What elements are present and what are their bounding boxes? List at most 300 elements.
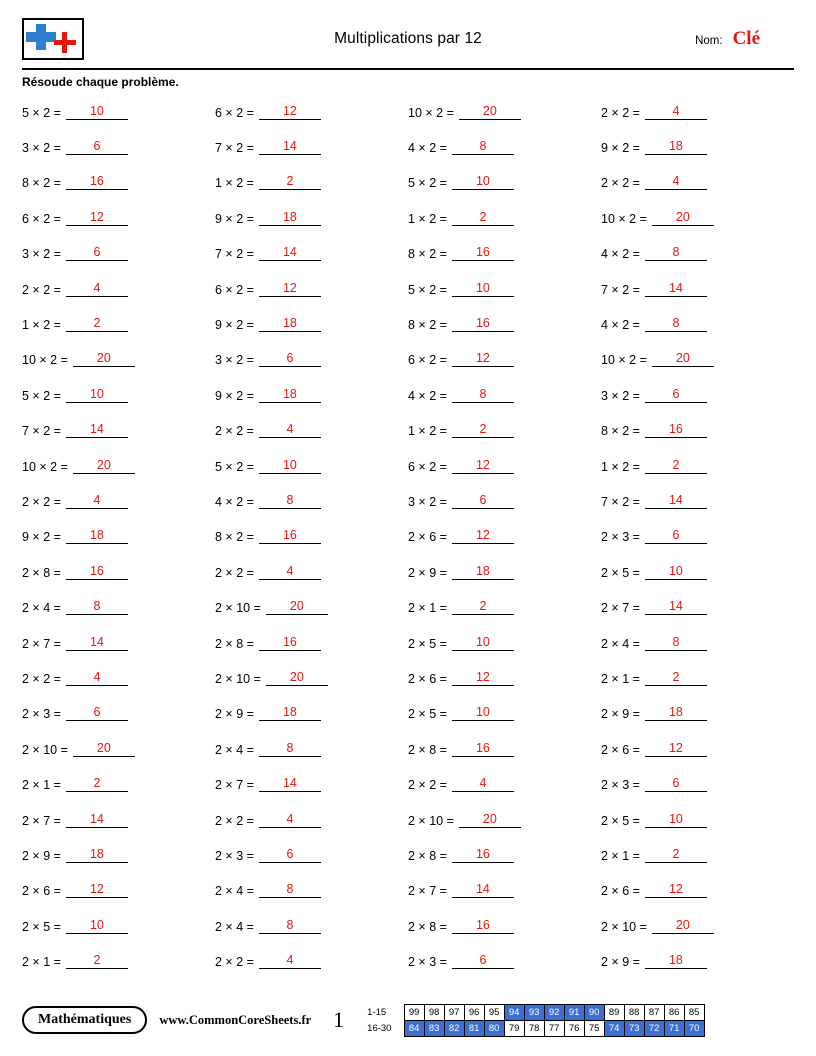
problem-item <box>215 626 408 661</box>
problem-expression: 9 × 2 = <box>215 318 254 333</box>
problem-expression: 2 × 3 = <box>601 530 640 545</box>
answer-blank[interactable] <box>66 316 128 332</box>
problem-expression: 2 × 2 = <box>215 955 254 970</box>
answer-blank[interactable] <box>452 882 514 898</box>
answer-blank[interactable] <box>645 528 707 544</box>
problem-expression: 4 × 2 = <box>408 141 447 156</box>
answer-blank[interactable] <box>452 847 514 863</box>
answer-blank[interactable] <box>452 458 514 474</box>
answer-blank[interactable] <box>452 635 514 651</box>
answer-blank[interactable] <box>259 776 321 792</box>
score-scale-cell: 81 <box>464 1020 484 1036</box>
problem-expression: 3 × 2 = <box>22 247 61 262</box>
answer-blank[interactable] <box>452 776 514 792</box>
problem-item <box>408 130 601 165</box>
problem-item <box>22 909 215 944</box>
answer-value: 2 <box>672 669 680 684</box>
answer-blank[interactable] <box>66 139 128 155</box>
answer-value: 12 <box>475 351 490 366</box>
problem-item <box>601 732 794 767</box>
answer-blank[interactable] <box>259 741 321 757</box>
problem-item <box>601 874 794 909</box>
answer-value: 2 <box>672 457 680 472</box>
problem-item <box>22 838 215 873</box>
problem-expression: 9 × 2 = <box>22 530 61 545</box>
answer-blank[interactable] <box>645 953 707 969</box>
answer-value: 18 <box>89 846 104 861</box>
problem-item <box>215 130 408 165</box>
answer-value: 18 <box>282 705 297 720</box>
answer-blank[interactable] <box>66 564 128 580</box>
answer-blank[interactable] <box>645 316 707 332</box>
answer-value: 20 <box>675 209 690 224</box>
problem-expression: 3 × 2 = <box>408 494 447 509</box>
answer-blank[interactable] <box>459 104 521 120</box>
problem-item <box>408 590 601 625</box>
answer-value: 20 <box>96 457 111 472</box>
answer-value: 4 <box>286 811 294 826</box>
answer-blank[interactable] <box>645 599 707 615</box>
answer-value: 4 <box>286 563 294 578</box>
problem-expression: 2 × 6 = <box>408 530 447 545</box>
answer-blank[interactable] <box>645 458 707 474</box>
problem-item <box>408 378 601 413</box>
answer-blank[interactable] <box>452 351 514 367</box>
problem-item <box>408 449 601 484</box>
answer-blank[interactable] <box>66 635 128 651</box>
answer-blank[interactable] <box>645 635 707 651</box>
answer-blank[interactable] <box>66 210 128 226</box>
answer-blank[interactable] <box>645 174 707 190</box>
answer-value: 10 <box>89 103 104 118</box>
problem-item <box>408 697 601 732</box>
problem-item <box>601 484 794 519</box>
answer-blank[interactable] <box>259 104 321 120</box>
answer-blank[interactable] <box>452 281 514 297</box>
problem-expression: 4 × 2 = <box>215 494 254 509</box>
answer-blank[interactable] <box>452 139 514 155</box>
answer-blank[interactable] <box>259 245 321 261</box>
answer-blank[interactable] <box>259 139 321 155</box>
score-scale-row-label: 1-15 <box>367 1006 387 1018</box>
problem-item <box>215 944 408 979</box>
problem-item <box>22 307 215 342</box>
problem-expression: 2 × 5 = <box>408 636 447 651</box>
answer-blank[interactable] <box>645 776 707 792</box>
problem-item <box>22 944 215 979</box>
answer-value: 14 <box>668 280 683 295</box>
answer-blank[interactable] <box>66 281 128 297</box>
answer-value: 20 <box>675 351 690 366</box>
answer-value: 18 <box>668 139 683 154</box>
score-scale-cell: 79 <box>504 1020 524 1036</box>
answer-value: 6 <box>479 953 487 968</box>
answer-blank[interactable] <box>645 564 707 580</box>
answer-value: 2 <box>93 776 101 791</box>
answer-value: 10 <box>89 386 104 401</box>
answer-blank[interactable] <box>66 422 128 438</box>
answer-value: 16 <box>668 422 683 437</box>
answer-value: 8 <box>286 917 294 932</box>
problem-item <box>408 555 601 590</box>
problem-expression: 9 × 2 = <box>215 388 254 403</box>
answer-blank[interactable] <box>652 351 714 367</box>
logo <box>22 18 84 60</box>
problem-item <box>215 803 408 838</box>
page-title: Multiplications par 12 <box>334 30 482 47</box>
problem-item <box>215 874 408 909</box>
answer-value: 10 <box>475 705 490 720</box>
answer-value: 10 <box>282 457 297 472</box>
answer-blank[interactable] <box>259 847 321 863</box>
answer-blank[interactable] <box>452 528 514 544</box>
answer-value: 4 <box>93 280 101 295</box>
score-scale-cell: 98 <box>424 1004 444 1020</box>
score-scale-cell: 70 <box>684 1020 704 1036</box>
problem-expression: 10 × 2 = <box>408 105 454 120</box>
answer-blank[interactable] <box>66 705 128 721</box>
answer-value: 12 <box>668 882 683 897</box>
problem-expression: 2 × 4 = <box>215 742 254 757</box>
problem-item <box>601 626 794 661</box>
answer-blank[interactable] <box>66 812 128 828</box>
problem-item <box>22 130 215 165</box>
answer-value: 2 <box>286 174 294 189</box>
problem-item <box>601 520 794 555</box>
answer-blank[interactable] <box>66 528 128 544</box>
problem-item <box>215 237 408 272</box>
answer-value: 2 <box>479 599 487 614</box>
problem-item <box>408 909 601 944</box>
problem-item <box>601 767 794 802</box>
problem-item <box>215 520 408 555</box>
problem-item <box>601 944 794 979</box>
answer-blank[interactable] <box>645 670 707 686</box>
problem-expression: 5 × 2 = <box>22 388 61 403</box>
score-scale-cell: 99 <box>404 1004 424 1020</box>
answer-value: 14 <box>668 599 683 614</box>
answer-blank[interactable] <box>73 458 135 474</box>
problem-expression: 10 × 2 = <box>22 353 68 368</box>
answer-blank[interactable] <box>259 281 321 297</box>
problem-expression: 1 × 2 = <box>601 459 640 474</box>
problem-item <box>601 555 794 590</box>
score-scale-cell: 78 <box>524 1020 544 1036</box>
answer-blank[interactable] <box>66 918 128 934</box>
answer-blank[interactable] <box>645 245 707 261</box>
problem-expression: 4 × 2 = <box>408 388 447 403</box>
problem-expression: 2 × 7 = <box>22 813 61 828</box>
problem-item <box>408 272 601 307</box>
problem-expression: 2 × 5 = <box>22 919 61 934</box>
answer-value: 8 <box>286 740 294 755</box>
answer-value: 12 <box>475 457 490 472</box>
answer-blank[interactable] <box>652 210 714 226</box>
problem-item <box>408 732 601 767</box>
problem-expression: 2 × 5 = <box>601 813 640 828</box>
answer-blank[interactable] <box>66 245 128 261</box>
answer-blank[interactable] <box>266 670 328 686</box>
score-scale-cell: 91 <box>564 1004 584 1020</box>
answer-value: 6 <box>93 245 101 260</box>
problem-expression: 2 × 1 = <box>601 848 640 863</box>
problem-item <box>601 590 794 625</box>
answer-value: 2 <box>93 953 101 968</box>
problem-item <box>215 484 408 519</box>
page-number: 1 <box>333 1007 345 1032</box>
answer-blank[interactable] <box>66 670 128 686</box>
answer-blank[interactable] <box>452 918 514 934</box>
answer-blank[interactable] <box>66 847 128 863</box>
answer-value: 16 <box>282 528 297 543</box>
problem-item <box>408 166 601 201</box>
problem-expression: 2 × 7 = <box>215 778 254 793</box>
answer-blank[interactable] <box>66 104 128 120</box>
answer-value: 8 <box>286 492 294 507</box>
answer-blank[interactable] <box>645 139 707 155</box>
answer-blank[interactable] <box>73 351 135 367</box>
answer-blank[interactable] <box>259 705 321 721</box>
problem-item <box>22 732 215 767</box>
problem-item <box>22 626 215 661</box>
answer-value: 18 <box>282 386 297 401</box>
problem-expression: 2 × 2 = <box>22 671 61 686</box>
page-footer <box>22 998 794 1042</box>
answer-value: 14 <box>282 245 297 260</box>
problem-item <box>215 909 408 944</box>
problem-expression: 2 × 6 = <box>601 742 640 757</box>
problem-item <box>408 95 601 130</box>
answer-blank[interactable] <box>645 104 707 120</box>
answer-blank[interactable] <box>459 812 521 828</box>
problem-expression: 2 × 10 = <box>215 671 261 686</box>
answer-value: 10 <box>668 563 683 578</box>
problem-expression: 2 × 3 = <box>408 955 447 970</box>
answer-blank[interactable] <box>645 422 707 438</box>
problem-expression: 2 × 7 = <box>22 636 61 651</box>
problem-item <box>22 343 215 378</box>
answer-blank[interactable] <box>259 953 321 969</box>
problem-expression: 1 × 2 = <box>215 176 254 191</box>
answer-value: 6 <box>672 528 680 543</box>
answer-blank[interactable] <box>452 174 514 190</box>
score-scale-row-label: 16-30 <box>367 1022 392 1034</box>
score-scale-cell: 89 <box>604 1004 624 1020</box>
score-scale-cell: 73 <box>624 1020 644 1036</box>
answer-blank[interactable] <box>645 812 707 828</box>
answer-blank[interactable] <box>259 812 321 828</box>
problem-item <box>408 803 601 838</box>
answer-blank[interactable] <box>452 316 514 332</box>
problem-item <box>601 307 794 342</box>
problem-expression: 2 × 7 = <box>408 884 447 899</box>
problem-expression: 2 × 4 = <box>215 919 254 934</box>
problem-item <box>22 166 215 201</box>
answer-blank[interactable] <box>452 670 514 686</box>
problem-expression: 3 × 2 = <box>215 353 254 368</box>
answer-value: 20 <box>482 103 497 118</box>
answer-value: 6 <box>479 492 487 507</box>
answer-blank[interactable] <box>66 174 128 190</box>
problem-expression: 3 × 2 = <box>22 141 61 156</box>
problem-expression: 10 × 2 = <box>601 211 647 226</box>
problem-expression: 2 × 9 = <box>22 848 61 863</box>
problem-grid <box>22 95 794 980</box>
answer-value: 10 <box>668 811 683 826</box>
problem-item <box>22 520 215 555</box>
answer-blank[interactable] <box>452 741 514 757</box>
answer-value: 6 <box>672 776 680 791</box>
problem-expression: 5 × 2 = <box>215 459 254 474</box>
score-scale-cell: 74 <box>604 1020 624 1036</box>
answer-blank[interactable] <box>259 493 321 509</box>
problem-item <box>408 944 601 979</box>
problem-expression: 5 × 2 = <box>408 282 447 297</box>
answer-value: 18 <box>282 316 297 331</box>
answer-blank[interactable] <box>259 316 321 332</box>
answer-value: 12 <box>282 103 297 118</box>
problem-item <box>215 590 408 625</box>
answer-blank[interactable] <box>259 564 321 580</box>
answer-blank[interactable] <box>259 351 321 367</box>
problem-item <box>215 201 408 236</box>
answer-blank[interactable] <box>645 281 707 297</box>
problem-expression: 2 × 10 = <box>601 919 647 934</box>
score-scale-cell: 97 <box>444 1004 464 1020</box>
problem-expression: 2 × 4 = <box>215 884 254 899</box>
problem-expression: 6 × 2 = <box>408 459 447 474</box>
answer-blank[interactable] <box>452 245 514 261</box>
problem-expression: 2 × 2 = <box>601 176 640 191</box>
problem-expression: 2 × 2 = <box>215 565 254 580</box>
problem-item <box>22 590 215 625</box>
problem-expression: 2 × 8 = <box>408 848 447 863</box>
answer-value: 14 <box>89 811 104 826</box>
score-scale-cell: 93 <box>524 1004 544 1020</box>
problem-item <box>22 201 215 236</box>
problem-expression: 8 × 2 = <box>215 530 254 545</box>
answer-blank[interactable] <box>66 953 128 969</box>
answer-blank[interactable] <box>259 210 321 226</box>
answer-value: 12 <box>668 740 683 755</box>
problem-item <box>22 803 215 838</box>
answer-blank[interactable] <box>452 564 514 580</box>
problem-expression: 8 × 2 = <box>408 318 447 333</box>
answer-value: 2 <box>479 422 487 437</box>
score-scale-cell: 94 <box>504 1004 524 1020</box>
answer-blank[interactable] <box>452 422 514 438</box>
problem-item <box>22 449 215 484</box>
answer-blank[interactable] <box>66 493 128 509</box>
answer-blank[interactable] <box>259 422 321 438</box>
problem-expression: 7 × 2 = <box>215 247 254 262</box>
answer-blank[interactable] <box>645 741 707 757</box>
problem-item <box>408 767 601 802</box>
problem-expression: 2 × 7 = <box>601 601 640 616</box>
answer-value: 16 <box>475 846 490 861</box>
answer-blank[interactable] <box>645 493 707 509</box>
answer-value: 14 <box>668 492 683 507</box>
answer-value: 6 <box>672 386 680 401</box>
answer-value: 4 <box>672 174 680 189</box>
answer-value: 20 <box>289 669 304 684</box>
answer-blank[interactable] <box>452 953 514 969</box>
answer-blank[interactable] <box>259 174 321 190</box>
answer-blank[interactable] <box>66 599 128 615</box>
problem-item <box>601 909 794 944</box>
answer-blank[interactable] <box>66 387 128 403</box>
answer-blank[interactable] <box>259 458 321 474</box>
problem-expression: 2 × 10 = <box>22 742 68 757</box>
problem-item <box>22 874 215 909</box>
answer-value: 16 <box>475 740 490 755</box>
answer-blank[interactable] <box>452 705 514 721</box>
problem-item <box>215 272 408 307</box>
problem-item <box>601 130 794 165</box>
answer-blank[interactable] <box>259 882 321 898</box>
answer-blank[interactable] <box>645 882 707 898</box>
problem-item <box>601 201 794 236</box>
answer-value: 20 <box>482 811 497 826</box>
answer-blank[interactable] <box>66 776 128 792</box>
answer-blank[interactable] <box>266 599 328 615</box>
score-scale-cell: 75 <box>584 1020 604 1036</box>
score-scale-cell: 83 <box>424 1020 444 1036</box>
problem-expression: 2 × 4 = <box>601 636 640 651</box>
problem-item <box>215 414 408 449</box>
answer-value: 4 <box>286 953 294 968</box>
answer-value: 6 <box>286 351 294 366</box>
answer-value: 4 <box>672 103 680 118</box>
answer-blank[interactable] <box>645 705 707 721</box>
problem-expression: 7 × 2 = <box>22 424 61 439</box>
problem-item <box>22 378 215 413</box>
score-scale-cell: 86 <box>664 1004 684 1020</box>
answer-value: 4 <box>93 669 101 684</box>
answer-blank[interactable] <box>73 741 135 757</box>
answer-blank[interactable] <box>259 528 321 544</box>
problem-expression: 1 × 2 = <box>408 424 447 439</box>
problem-expression: 2 × 5 = <box>601 565 640 580</box>
problem-expression: 1 × 2 = <box>22 318 61 333</box>
website-url: www.CommonCoreSheets.fr <box>159 1012 312 1027</box>
problem-expression: 2 × 9 = <box>215 707 254 722</box>
answer-blank[interactable] <box>259 635 321 651</box>
problem-expression: 2 × 9 = <box>601 955 640 970</box>
answer-value: 4 <box>479 776 487 791</box>
answer-blank[interactable] <box>259 918 321 934</box>
answer-value: 2 <box>479 209 487 224</box>
answer-blank[interactable] <box>452 493 514 509</box>
problem-expression: 8 × 2 = <box>601 424 640 439</box>
problem-item <box>215 343 408 378</box>
answer-blank[interactable] <box>452 387 514 403</box>
answer-blank[interactable] <box>645 847 707 863</box>
answer-value: 18 <box>282 209 297 224</box>
answer-blank[interactable] <box>66 882 128 898</box>
answer-blank[interactable] <box>452 599 514 615</box>
score-scale-row <box>366 1020 704 1036</box>
answer-value: 2 <box>672 846 680 861</box>
answer-value: 20 <box>675 917 690 932</box>
answer-blank[interactable] <box>452 210 514 226</box>
problem-expression: 2 × 6 = <box>601 884 640 899</box>
answer-blank[interactable] <box>645 387 707 403</box>
problem-expression: 2 × 9 = <box>408 565 447 580</box>
answer-blank[interactable] <box>652 918 714 934</box>
answer-blank[interactable] <box>259 387 321 403</box>
problem-item <box>408 343 601 378</box>
